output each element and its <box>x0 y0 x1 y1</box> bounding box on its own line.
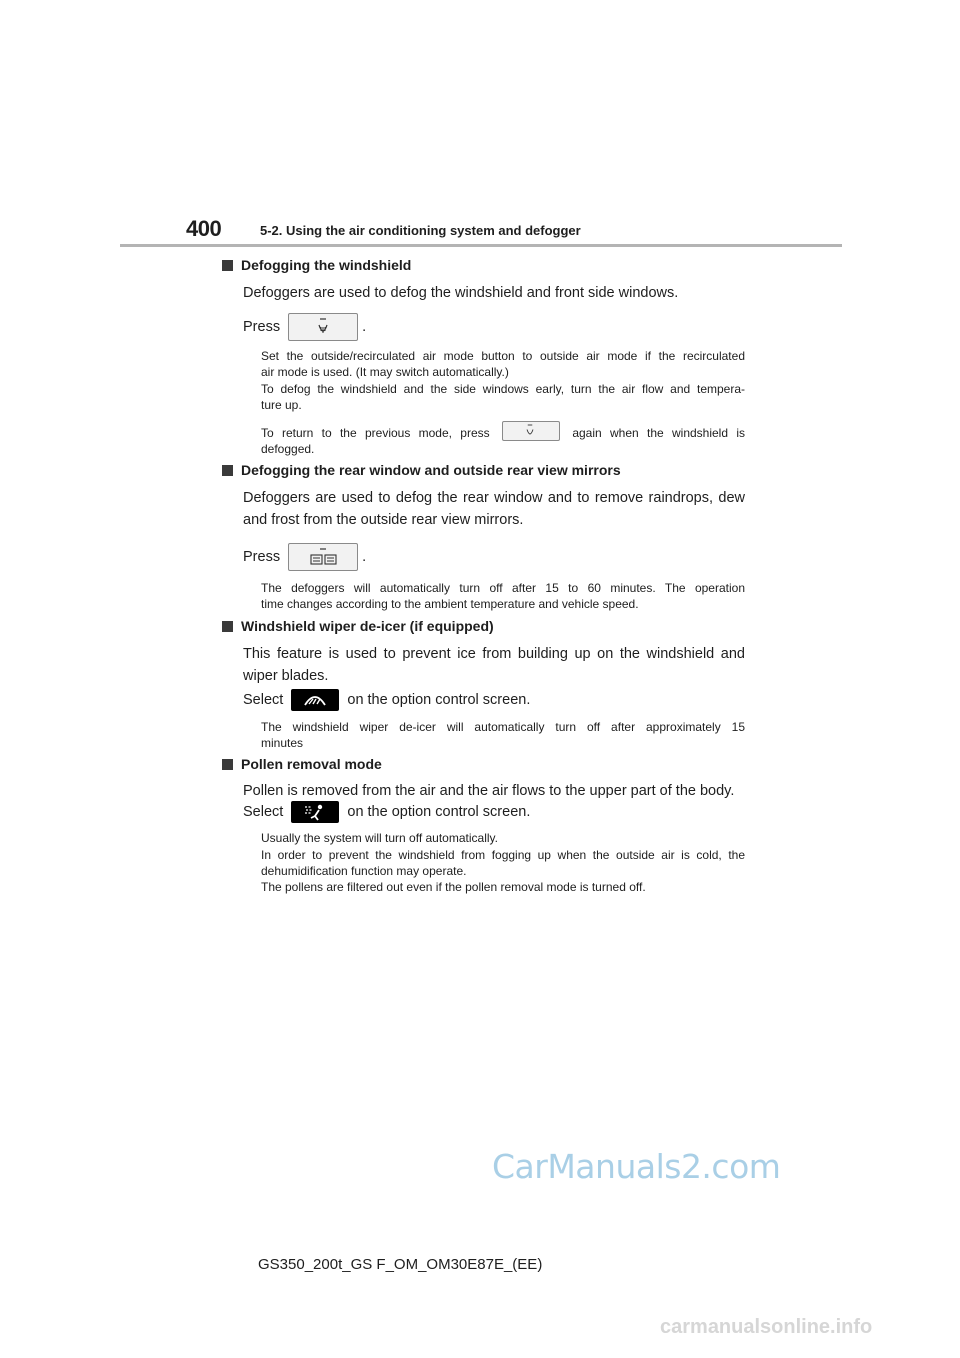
windshield-return-line: To return to the previous mode, press again when the windshield is <box>261 421 745 442</box>
pollen-note-1: Usually the system will turn off automatically. <box>261 831 498 845</box>
section-bullet-icon <box>222 621 233 632</box>
pollen-select-line: Select on the option control screen. <box>243 801 745 823</box>
heading-wiper-deicer: Windshield wiper de-icer (if equipped) <box>222 618 494 634</box>
rear-defogger-mirror-heater-icon <box>306 545 340 569</box>
windshield-return-end: defogged. <box>261 442 315 456</box>
pollen-note-4: The pollens are filtered out even if the pollen removal mode is turned off. <box>261 880 646 894</box>
section-bullet-icon <box>222 465 233 476</box>
windshield-defogger-button[interactable] <box>288 313 358 341</box>
windshield-defogger-button-inline[interactable] <box>502 421 560 441</box>
deicer-select-line: Select on the option control screen. <box>243 689 745 711</box>
windshield-note-2: air mode is used. (It may switch automatically.) <box>261 365 509 379</box>
wiper-deicer-icon <box>303 691 327 709</box>
section-bullet-icon <box>222 759 233 770</box>
rear-note-2: time changes according to the ambient temperature and vehicle speed. <box>261 597 639 611</box>
windshield-note-3: To defog the windshield and the side windows early, turn the air flow and tempera- <box>261 382 745 396</box>
pollen-note-2: In order to prevent the windshield from fogging up when the outside air is cold, the <box>261 848 745 862</box>
site-watermark: carmanualsonline.info <box>660 1316 873 1338</box>
heading-pollen-removal: Pollen removal mode <box>222 756 382 772</box>
header-divider <box>120 244 842 247</box>
section-title: 5-2. Using the air conditioning system and defogger <box>260 223 581 238</box>
heading-defogging-windshield: Defogging the windshield <box>222 257 411 273</box>
rear-intro-line-1: Defoggers are used to defog the rear window and to remove raindrops, dew <box>243 490 745 506</box>
windshield-defogger-icon <box>519 422 541 440</box>
rear-defogger-button[interactable] <box>288 543 358 571</box>
pollen-intro: Pollen is removed from the air and the air flows to the upper part of the body. <box>243 783 735 799</box>
wiper-deicer-button[interactable] <box>291 689 339 711</box>
manual-code: GS350_200t_GS F_OM_OM30E87E_(EE) <box>258 1256 543 1273</box>
rear-intro-line-2: and frost from the outside rear view mirrors. <box>243 512 524 528</box>
windshield-note-1: Set the outside/recirculated air mode button to outside air mode if the recirculated <box>261 349 745 363</box>
deicer-intro-line-2: wiper blades. <box>243 668 329 684</box>
heading-defogging-rear: Defogging the rear window and outside rear view mirrors <box>222 462 621 478</box>
deicer-intro-line-1: This feature is used to prevent ice from building up on the windshield and <box>243 646 745 662</box>
pollen-removal-icon <box>303 803 327 821</box>
page-number: 400 <box>186 216 222 241</box>
windshield-intro: Defoggers are used to defog the windshield and front side windows. <box>243 285 679 301</box>
windshield-note-4: ture up. <box>261 398 302 412</box>
windshield-defogger-icon <box>310 315 336 339</box>
watermark-text: CarManuals2.com <box>492 1147 781 1186</box>
pollen-note-3: dehumidification function may operate. <box>261 864 467 878</box>
pollen-removal-button[interactable] <box>291 801 339 823</box>
rear-note-1: The defoggers will automatically turn off after 15 to 60 minutes. The operation <box>261 581 745 595</box>
section-bullet-icon <box>222 260 233 271</box>
deicer-note-1: The windshield wiper de-icer will automatically turn off after approximately 15 <box>261 720 745 734</box>
deicer-note-2: minutes <box>261 736 304 750</box>
windshield-press-line: Press . <box>243 313 745 341</box>
rear-press-line: Press . <box>243 543 745 571</box>
